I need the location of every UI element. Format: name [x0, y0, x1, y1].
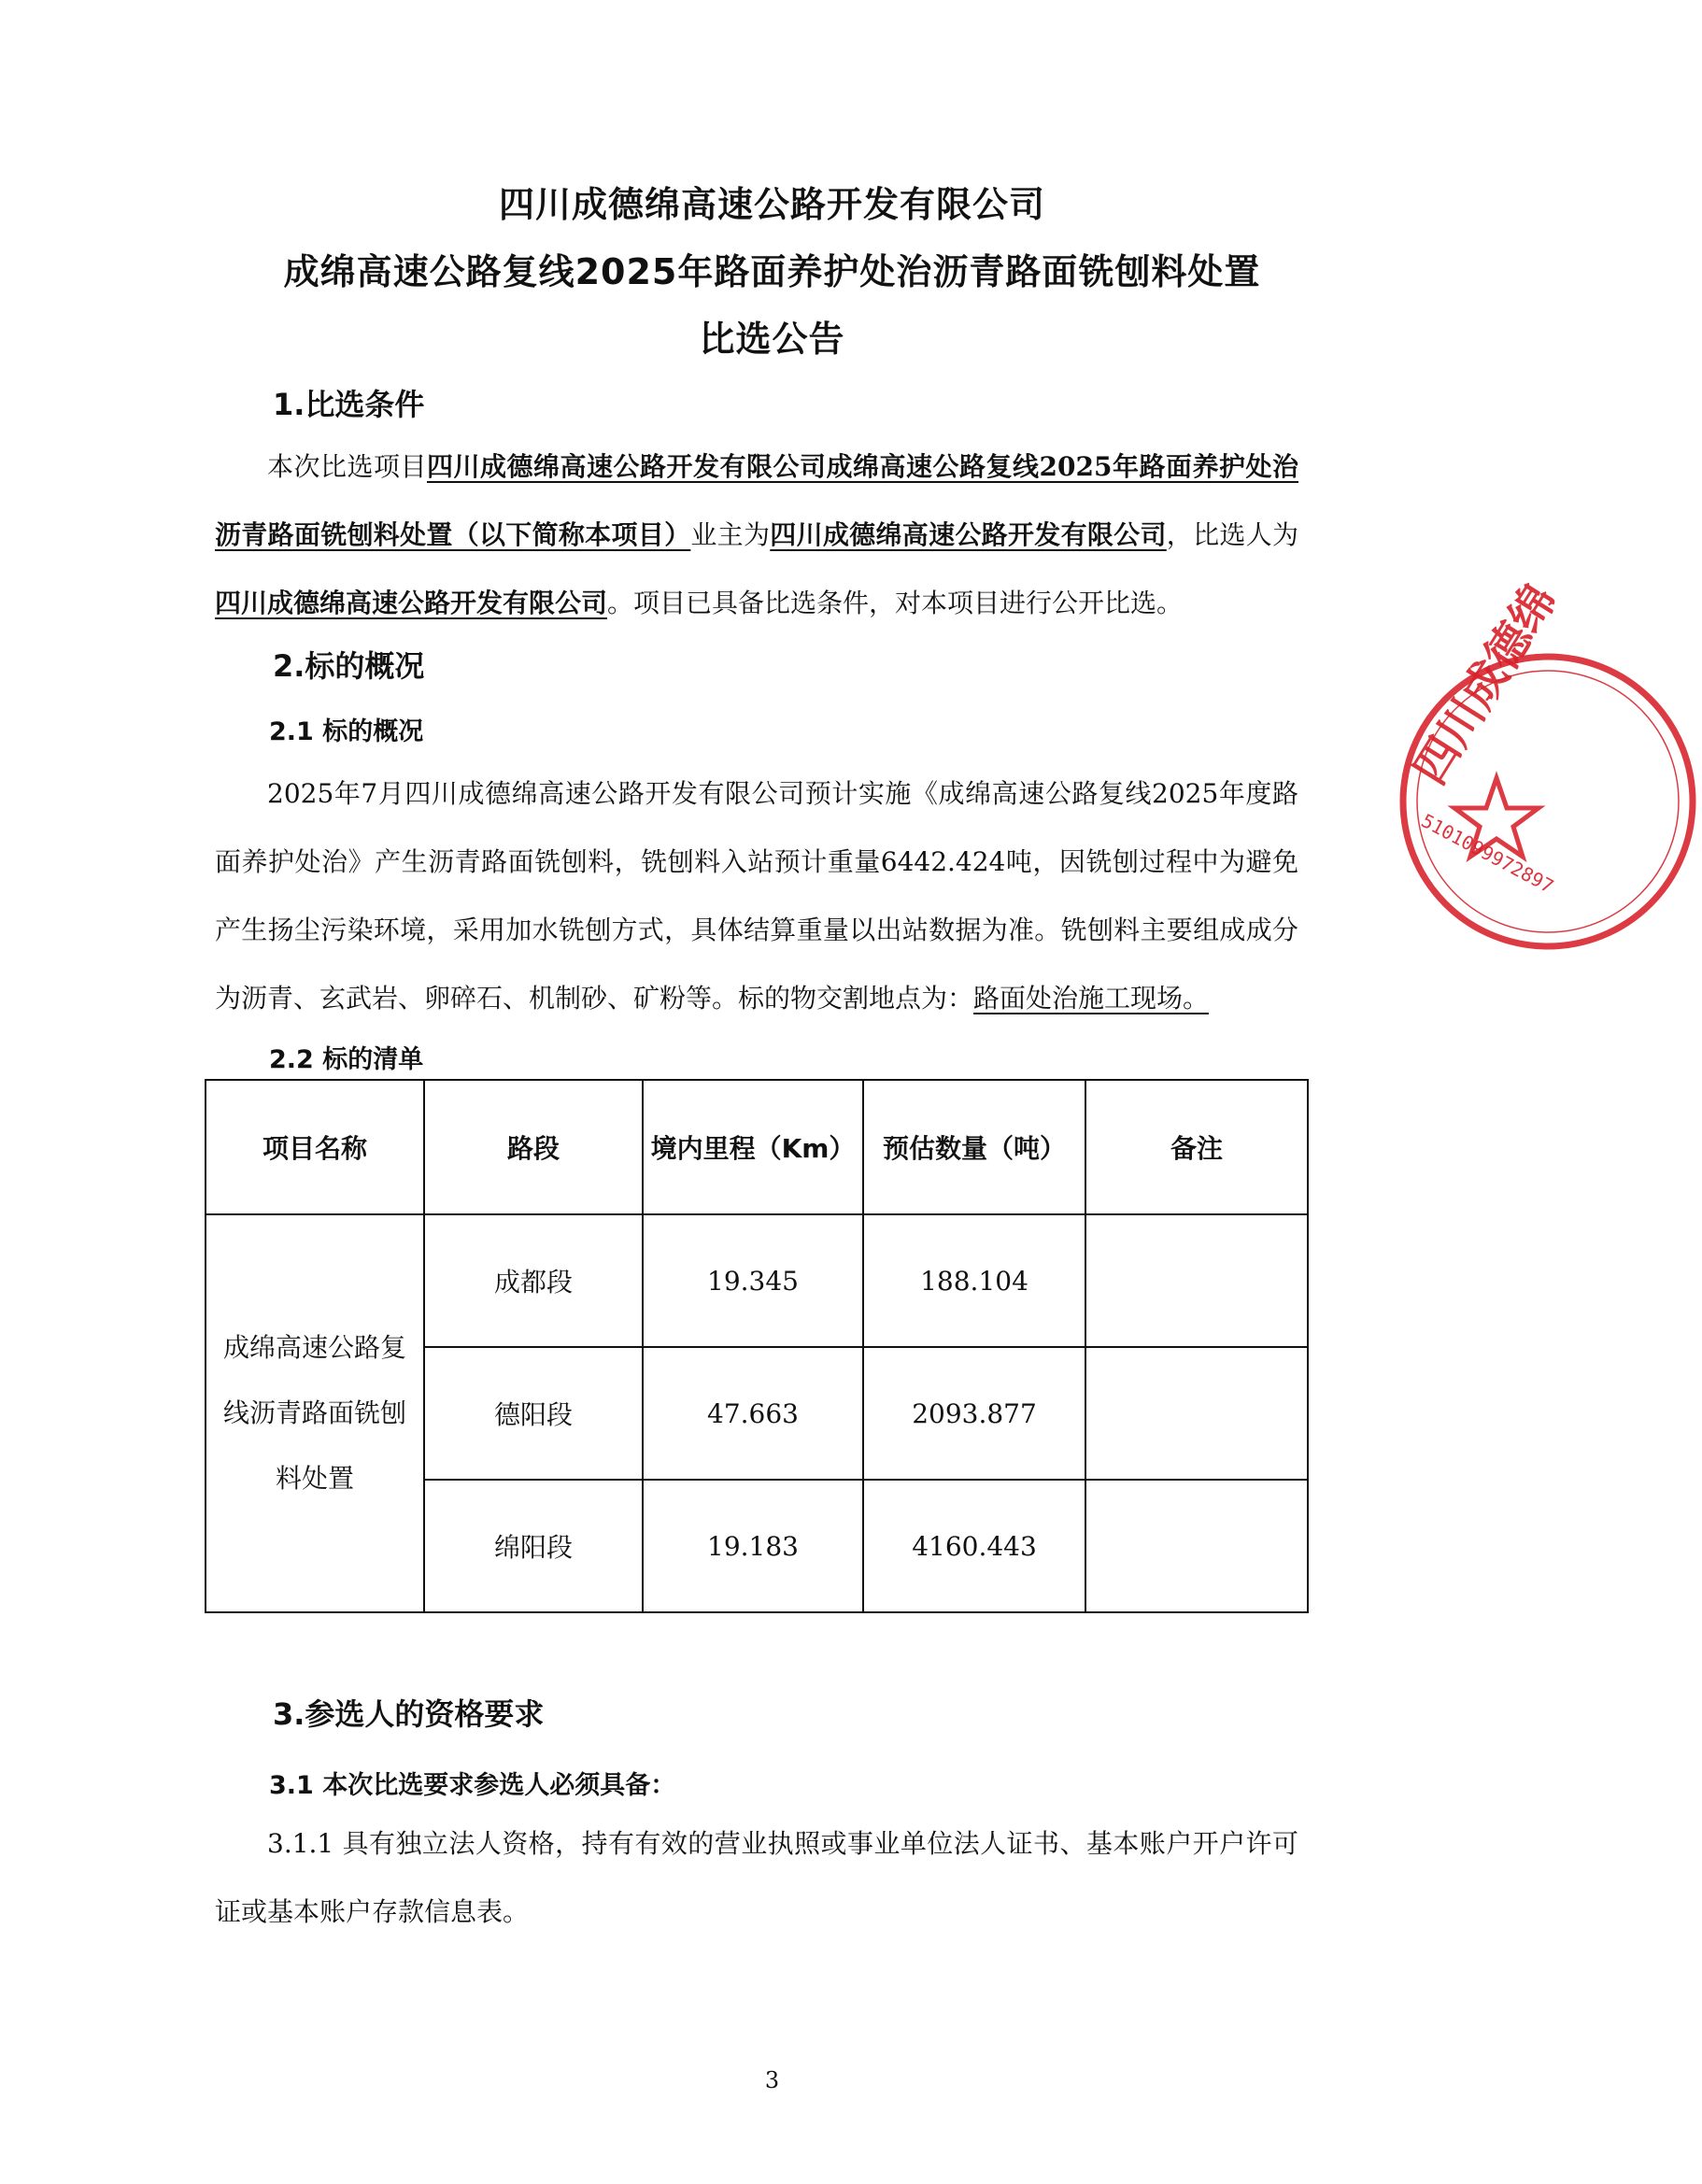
section-2-1-paragraph [215, 759, 1298, 1032]
header-section: 路段 [424, 1080, 643, 1214]
note-cell [1085, 1214, 1308, 1347]
item-list-table [205, 1079, 1309, 1613]
project-name-cell: 成绵高速公路复线沥青路面铣刨料处置 [206, 1214, 424, 1612]
quantity-cell: 2093.877 [863, 1347, 1085, 1480]
note-cell [1085, 1480, 1308, 1612]
title-line-3: 比选公告 [699, 319, 845, 360]
quantity-cell: 4160.443 [863, 1480, 1085, 1612]
note-cell [1085, 1347, 1308, 1480]
section-3-1-1-paragraph: 3.1.1 具有独立法人资格，持有有效的营业执照或事业单位法人证书、基本账户开户许可证或基本账户存款信息表。 [215, 1828, 1298, 1927]
s1-owner: 四川成德绵高速公路开发有限公司 [770, 519, 1167, 550]
header-project-name: 项目名称 [206, 1080, 424, 1214]
section-3-heading: 3.参选人的资格要求 [273, 1696, 545, 1732]
s1-text-d: 。项目已具备比选条件，对本项目进行公开比选。 [607, 588, 1184, 618]
quantity-cell: 188.104 [863, 1214, 1085, 1347]
section-2-1-heading: 2.1 标的概况 [269, 717, 424, 746]
header-quantity: 预估数量（吨） [863, 1080, 1085, 1214]
section-3-1-heading: 3.1 本次比选要求参选人必须具备： [269, 1771, 676, 1800]
s2-delivery-place: 路面处治施工现场。 [973, 983, 1210, 1014]
mileage-cell: 19.183 [643, 1480, 863, 1612]
company-seal-stamp [1394, 575, 1702, 956]
s2-text-a: 2025年7月四川成德绵高速公路开发有限公司预计实施《成绵高速公路复线2025年度路面养护处治》产生沥青路面铣刨料，铣刨料入站预计重量6442.424吨，因铣刨过程中为避免产生扬尘污染环境，采用加水铣刨方式，具体结算重量以出站数据为准。铣刨料主要组成成分为沥青、玄武岩、卵碎石、机制砂、矿粉等。标的物交割地点为： [215, 778, 1298, 1014]
mileage-cell: 47.663 [643, 1347, 863, 1480]
section-cell: 绵阳段 [424, 1480, 643, 1612]
title-line-1: 四川成德绵高速公路开发有限公司 [498, 184, 1045, 225]
section-1-paragraph [215, 433, 1298, 637]
section-2-heading: 2.标的概况 [273, 648, 425, 684]
section-cell: 成都段 [424, 1214, 643, 1347]
title-line-2: 成绵高速公路复线2025年路面养护处治沥青路面铣刨料处置 [283, 251, 1261, 292]
s1-project-name: 四川成德绵高速公路开发有限公司成绵高速公路复线2025年路面养护处治沥青路面铣刨料处置（以下简称本项目） [215, 451, 1298, 550]
header-mileage: 境内里程（Km） [643, 1080, 863, 1214]
s1-selector: 四川成德绵高速公路开发有限公司 [215, 588, 608, 618]
svg-text:四川成德绵: 四川成德绵 [1403, 575, 1567, 794]
section-1-heading: 1.比选条件 [273, 387, 425, 422]
s1-text-c: ，比选人为 [1166, 519, 1298, 550]
svg-text:5101099972897: 5101099972897 [1417, 809, 1558, 898]
s1-text-b: 业主为 [690, 519, 771, 550]
section-2-2-heading: 2.2 标的清单 [269, 1045, 424, 1074]
header-note: 备注 [1085, 1080, 1308, 1214]
s1-text-a: 本次比选项目 [267, 451, 428, 482]
page-number: 3 [764, 2067, 780, 2093]
table-header-row [206, 1080, 1308, 1214]
table-row [206, 1214, 1308, 1347]
mileage-cell: 19.345 [643, 1214, 863, 1347]
section-cell: 德阳段 [424, 1347, 643, 1480]
